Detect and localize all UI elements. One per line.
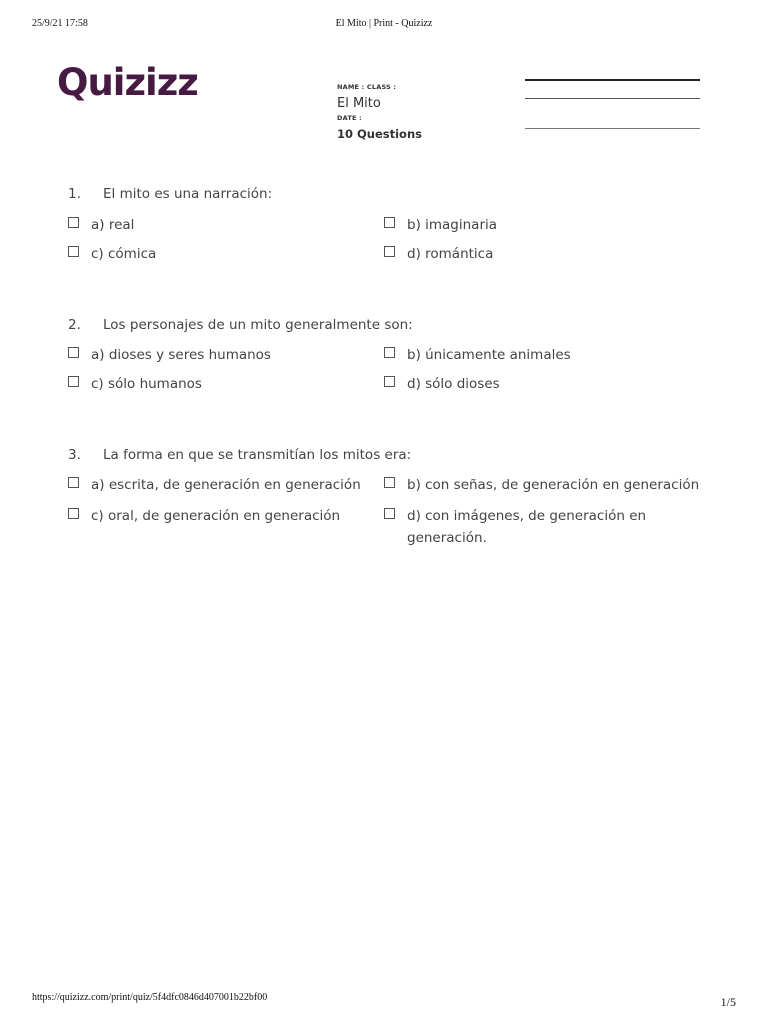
checkbox[interactable]	[68, 477, 79, 488]
print-datetime: 25/9/21 17:58	[32, 18, 88, 29]
option-label: d) romántica	[407, 246, 494, 262]
option-label: a) real	[91, 217, 135, 233]
option-label: d) sólo dioses	[407, 376, 500, 392]
question-number: 3.	[68, 447, 81, 463]
checkbox[interactable]	[68, 217, 79, 228]
quiz-title: El Mito	[337, 96, 381, 111]
option-label: a) dioses y seres humanos	[91, 347, 271, 363]
checkbox[interactable]	[68, 347, 79, 358]
date-label: DATE :	[337, 114, 362, 122]
option-label: b) imaginaria	[407, 217, 498, 233]
class-line	[525, 98, 700, 99]
option-label: d) con imágenes, de generación en generación.	[407, 508, 647, 546]
question-heading	[68, 447, 411, 463]
question-text: La forma en que se transmitían los mitos era:	[103, 447, 412, 463]
question-heading	[68, 186, 272, 202]
page-number: 1/5	[720, 995, 736, 1009]
option-label: b) con señas, de generación en generación	[407, 477, 700, 493]
name-class-label: NAME : CLASS :	[337, 83, 397, 91]
print-page-title: El Mito | Print - Quizizz	[335, 18, 433, 29]
checkbox[interactable]	[384, 246, 395, 257]
question-heading	[68, 317, 413, 333]
option-label: b) únicamente animales	[407, 347, 571, 363]
print-header	[32, 18, 736, 32]
name-line	[525, 79, 700, 81]
option-label: a) escrita, de generación en generación	[91, 477, 361, 493]
question-text: El mito es una narración:	[103, 186, 273, 202]
option-label: c) oral, de generación en generación	[91, 508, 341, 524]
print-url[interactable]: https://quizizz.com/print/quiz/5f4dfc0846d407001b22bf00	[32, 992, 268, 1003]
question-text: Los personajes de un mito generalmente son:	[103, 317, 413, 333]
option-label: c) cómica	[91, 246, 157, 262]
checkbox[interactable]	[384, 376, 395, 387]
option-label: c) sólo humanos	[91, 376, 202, 392]
question-count: 10 Questions	[337, 127, 422, 141]
checkbox[interactable]	[384, 477, 395, 488]
quizizz-logo: Quizizz	[57, 61, 198, 104]
checkbox[interactable]	[68, 246, 79, 257]
checkbox[interactable]	[68, 508, 79, 519]
question-number: 1.	[68, 186, 81, 202]
checkbox[interactable]	[384, 508, 395, 519]
checkbox[interactable]	[384, 217, 395, 228]
question-number: 2.	[68, 317, 81, 333]
date-line	[525, 128, 700, 129]
checkbox[interactable]	[68, 376, 79, 387]
checkbox[interactable]	[384, 347, 395, 358]
